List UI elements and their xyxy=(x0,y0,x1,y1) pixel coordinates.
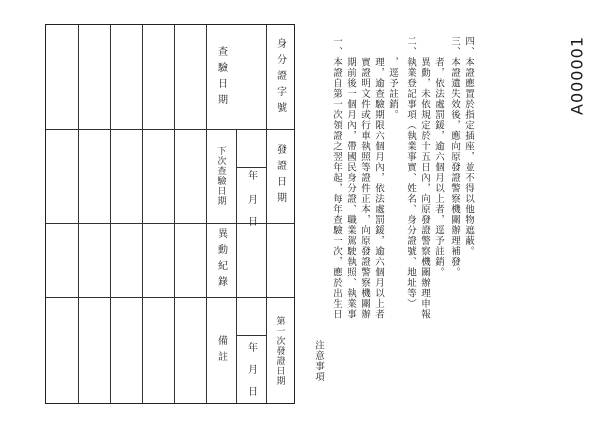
column-divider xyxy=(266,25,267,403)
year-label: 年 xyxy=(245,342,257,358)
row-divider xyxy=(46,297,294,298)
column-divider xyxy=(142,25,143,403)
row-divider xyxy=(236,167,266,168)
note-line: 一、本證自第一次領證之翌年起，每年查驗一次，應於出生日 xyxy=(331,36,342,320)
note-line: 異動，未依規定於十五日內，向原發證警察機關辦理申報 xyxy=(419,36,430,320)
next-inspection-date-label: 下次查驗日期 xyxy=(215,146,226,206)
issue-date-label: 發證日期 xyxy=(274,144,286,208)
id-number-label: 身分證字號 xyxy=(274,38,286,118)
register-table xyxy=(45,24,295,404)
note-line: ，逕予註銷。 xyxy=(387,36,398,120)
remarks-label: 備註 xyxy=(215,335,227,367)
column-divider xyxy=(236,129,237,403)
column-divider xyxy=(110,25,111,403)
notes-title: 注意事項 xyxy=(313,340,324,382)
first-issue-date-label: 第一次發證日期 xyxy=(274,316,285,386)
column-divider xyxy=(78,25,79,403)
row-divider xyxy=(46,129,294,130)
column-divider xyxy=(174,25,175,403)
note-line: 理，逾查驗期限六個月內，依法處罰鍰，逾六個月以上者 xyxy=(373,36,384,320)
day-label: 日 xyxy=(245,386,257,402)
year-label: 年 xyxy=(245,170,257,186)
note-line: 四、本證應置於指定插座，並不得以他物遮蔽。 xyxy=(463,36,474,257)
note-line: 者，依法處罰鍰，逾六個月以上者，逕予註銷。 xyxy=(433,36,444,278)
month-label: 月 xyxy=(245,194,257,210)
note-line: 實證明文件或行車執照等證件正本，向原發證警察機關辦 xyxy=(359,36,370,320)
change-record-label: 異動紀錄 xyxy=(215,228,227,292)
column-divider xyxy=(206,25,207,403)
month-label: 月 xyxy=(245,364,257,380)
note-line: 二、執業登記事項（執業事實、姓名、身分證號、地址等） xyxy=(405,36,416,309)
note-line: 三、本證遺失效後，應向原發證警察機關辦理補發。 xyxy=(449,36,460,278)
note-line: 期前後一個月內，帶國民身分證、職業駕駛執照、執業事 xyxy=(345,36,356,320)
serial-number: A000001 xyxy=(567,35,587,115)
day-label: 日 xyxy=(245,216,257,232)
inspection-date-label: 查驗日期 xyxy=(215,46,227,110)
row-divider xyxy=(236,335,266,336)
